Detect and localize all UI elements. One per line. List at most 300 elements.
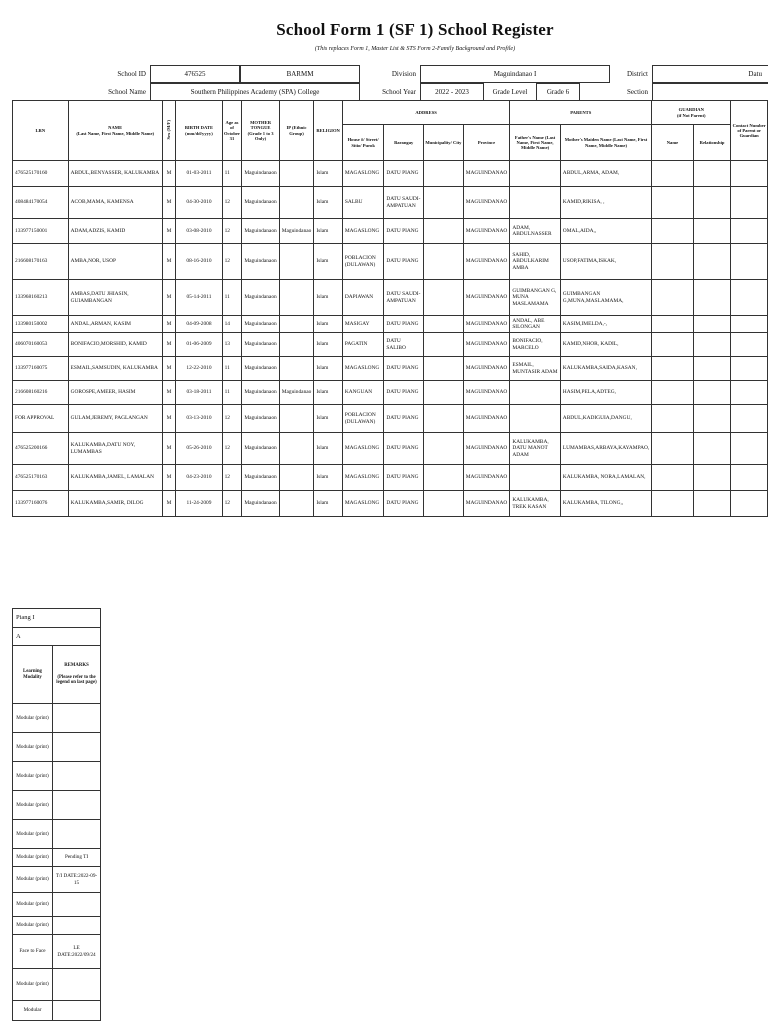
cell-lrn: 406070160053 bbox=[13, 333, 69, 357]
cell-house: MAGASLONG bbox=[342, 219, 384, 244]
remarks-row bbox=[13, 820, 101, 849]
cell-name: ABDUL,BENYASSER, KALUKAMBA bbox=[68, 161, 162, 187]
cell-guardian bbox=[693, 333, 731, 357]
cell-lrn: 476525200166 bbox=[13, 433, 69, 465]
cell-religion: Islam bbox=[314, 381, 343, 405]
cell-sex: M bbox=[162, 465, 176, 491]
cell-guardian bbox=[652, 381, 694, 405]
table-row bbox=[13, 405, 768, 433]
cell-lrn: 476525170163 bbox=[13, 465, 69, 491]
cell-name: AMBAS,DATU JHIASIN, GUIAMBANGAN bbox=[68, 280, 162, 316]
cell-guardian bbox=[652, 465, 694, 491]
cell-lrn: 216608160216 bbox=[13, 381, 69, 405]
cell-birth: 04-30-2010 bbox=[176, 187, 222, 219]
remarks-row bbox=[13, 762, 101, 791]
cell-father: BONIFACIO, MARCELO bbox=[510, 333, 560, 357]
cell-barangay: DATU PIANG bbox=[384, 316, 424, 333]
cell-barangay: DATU SALIBO bbox=[384, 333, 424, 357]
cell-guardian bbox=[652, 357, 694, 381]
cell-birth: 04-23-2010 bbox=[176, 465, 222, 491]
cell-age: 11 bbox=[222, 280, 242, 316]
col-mother: Mother's Maiden Name (Last Name, First Name, Middle Name) bbox=[560, 125, 651, 161]
cell-barangay: DATU PIANG bbox=[384, 244, 424, 280]
remark-cell: LE DATE:2022/09/24 bbox=[53, 935, 101, 969]
table-row bbox=[13, 357, 768, 381]
cell-house: MAGASLONG bbox=[342, 433, 384, 465]
cell-name: KALUKAMBA,SAMIR, DILOG bbox=[68, 491, 162, 517]
cell-father bbox=[510, 381, 560, 405]
cell-house: PAGATIN bbox=[342, 333, 384, 357]
cell-sex: M bbox=[162, 333, 176, 357]
cell-tongue: Maguindanaon bbox=[242, 381, 279, 405]
table-row bbox=[13, 465, 768, 491]
cell-father: SAHID, ABDULKARIM AMBA bbox=[510, 244, 560, 280]
cell-municipality bbox=[424, 405, 464, 433]
school-id-label: School ID bbox=[117, 70, 146, 78]
cell-province: MAGUINDANAO bbox=[463, 465, 510, 491]
col-religion: RELIGION bbox=[314, 101, 343, 161]
cell-religion: Islam bbox=[314, 219, 343, 244]
cell-guardian bbox=[652, 433, 694, 465]
remarks-row bbox=[13, 791, 101, 820]
cell-municipality bbox=[424, 465, 464, 491]
cell-name: KALUKAMBA,DATU NOY, LUMAMBAS bbox=[68, 433, 162, 465]
cell-municipality bbox=[424, 381, 464, 405]
cell-guardian bbox=[693, 316, 731, 333]
cell-religion: Islam bbox=[314, 333, 343, 357]
cell-mother: ABDUL,ARMA, ADAM, bbox=[560, 161, 651, 187]
modality-cell: Modular (print) bbox=[13, 762, 53, 791]
table-row bbox=[13, 333, 768, 357]
cell-guardian bbox=[693, 187, 731, 219]
cell-guardian bbox=[652, 316, 694, 333]
cell-barangay: DATU SAUDI-AMPATUAN bbox=[384, 187, 424, 219]
cell-age: 11 bbox=[222, 381, 242, 405]
section-label: Section bbox=[627, 88, 648, 96]
cell-birth: 12-22-2010 bbox=[176, 357, 222, 381]
cell-house: MASIGAY bbox=[342, 316, 384, 333]
cell-house: MAGASLONG bbox=[342, 357, 384, 381]
register-table bbox=[12, 100, 768, 517]
cell-tongue: Maguindanaon bbox=[242, 219, 279, 244]
cell-sex: M bbox=[162, 244, 176, 280]
cell-mother: KAMID,NHOR, KADIL, bbox=[560, 333, 651, 357]
cell-age: 12 bbox=[222, 187, 242, 219]
cell-contact bbox=[731, 219, 768, 244]
remarks-row bbox=[13, 1001, 101, 1021]
form-title: School Form 1 (SF 1) School Register bbox=[276, 20, 554, 39]
cell-mother: KAMID,RIKISA, , bbox=[560, 187, 651, 219]
cell-house: DAPIAWAN bbox=[342, 280, 384, 316]
cell-municipality bbox=[424, 161, 464, 187]
cell-sex: M bbox=[162, 381, 176, 405]
cell-municipality bbox=[424, 280, 464, 316]
remark-cell: T/I DATE:2022-09-15 bbox=[53, 867, 101, 893]
modality-header: Learning Modality bbox=[13, 646, 53, 704]
cell-province: MAGUINDANAO bbox=[463, 433, 510, 465]
table-row bbox=[13, 161, 768, 187]
cell-tongue: Maguindanaon bbox=[242, 161, 279, 187]
cell-religion: Islam bbox=[314, 280, 343, 316]
cell-father bbox=[510, 465, 560, 491]
cell-tongue: Maguindanaon bbox=[242, 465, 279, 491]
cell-religion: Islam bbox=[314, 316, 343, 333]
cell-ip bbox=[279, 280, 314, 316]
cell-sex: M bbox=[162, 316, 176, 333]
remark-cell bbox=[53, 969, 101, 1001]
cell-father bbox=[510, 187, 560, 219]
cell-ip bbox=[279, 187, 314, 219]
cell-sex: M bbox=[162, 280, 176, 316]
cell-contact bbox=[731, 280, 768, 316]
cell-tongue: Maguindanaon bbox=[242, 333, 279, 357]
cell-tongue: Maguindanaon bbox=[242, 316, 279, 333]
table-row bbox=[13, 187, 768, 219]
cell-guardian bbox=[652, 333, 694, 357]
modality-cell: Modular (print) bbox=[13, 917, 53, 935]
cell-ip bbox=[279, 405, 314, 433]
modality-cell: Modular (print) bbox=[13, 969, 53, 1001]
cell-sex: M bbox=[162, 219, 176, 244]
cell-father: GUIMBANGAN G, MUNA MASLAMAMA bbox=[510, 280, 560, 316]
modality-cell: Modular bbox=[13, 1001, 53, 1021]
modality-cell: Modular (print) bbox=[13, 791, 53, 820]
division-label: Division bbox=[391, 70, 416, 78]
col-guardian: GUARDIAN (if Not Parent) bbox=[652, 101, 731, 125]
cell-ip bbox=[279, 465, 314, 491]
cell-barangay: DATU PIANG bbox=[384, 491, 424, 517]
cell-birth: 04-09-2008 bbox=[176, 316, 222, 333]
cell-sex: M bbox=[162, 491, 176, 517]
cell-contact bbox=[731, 357, 768, 381]
modality-cell: Modular (print) bbox=[13, 733, 53, 762]
cell-guardian bbox=[652, 405, 694, 433]
cell-contact bbox=[731, 405, 768, 433]
cell-mother: LUMAMBAS,ARBAYA,KAYAMPAO, bbox=[560, 433, 651, 465]
cell-tongue: Maguindanaon bbox=[242, 433, 279, 465]
cell-house: MAGASLONG bbox=[342, 465, 384, 491]
remarks-top-2: A bbox=[13, 628, 101, 646]
grade-level-label: Grade Level bbox=[492, 88, 528, 96]
cell-name: GOROSPE,AMEER, HASIM bbox=[68, 381, 162, 405]
cell-religion: Islam bbox=[314, 357, 343, 381]
school-name-label: School Name bbox=[108, 88, 146, 96]
modality-cell: Face to Face bbox=[13, 935, 53, 969]
cell-province: MAGUINDANAO bbox=[463, 280, 510, 316]
remarks-header: REMARKS (Please refer to the legend on last page) bbox=[53, 646, 101, 704]
cell-father: ESMAIL, MUNTASIR ADAM bbox=[510, 357, 560, 381]
cell-lrn: 216608170163 bbox=[13, 244, 69, 280]
remarks-row bbox=[13, 704, 101, 733]
cell-municipality bbox=[424, 244, 464, 280]
remark-cell bbox=[53, 704, 101, 733]
section-value bbox=[652, 83, 768, 101]
cell-guardian bbox=[693, 433, 731, 465]
col-mother-tongue: MOTHER TONGUE (Grade 1 to 3 Only) bbox=[242, 101, 279, 161]
cell-name: BONIFACIO,MORSHID, KAMID bbox=[68, 333, 162, 357]
col-guardian-name: Name bbox=[652, 125, 694, 161]
cell-mother: KASIM,IMELDA,-, bbox=[560, 316, 651, 333]
table-row bbox=[13, 219, 768, 244]
cell-father bbox=[510, 405, 560, 433]
cell-province: MAGUINDANAO bbox=[463, 381, 510, 405]
cell-guardian bbox=[652, 244, 694, 280]
cell-mother: ABDUL,KADIGUIA,DANGU, bbox=[560, 405, 651, 433]
cell-guardian bbox=[652, 491, 694, 517]
remarks-row bbox=[13, 969, 101, 1001]
col-birth: BIRTH DATE (mm/dd/yyyy) bbox=[176, 101, 222, 161]
cell-mother: KALUKAMBA, TILONG,, bbox=[560, 491, 651, 517]
cell-birth: 01-06-2009 bbox=[176, 333, 222, 357]
cell-name: KALUKAMBA,JAMEL, LAMALAN bbox=[68, 465, 162, 491]
cell-guardian bbox=[693, 381, 731, 405]
modality-cell: Modular (print) bbox=[13, 849, 53, 867]
cell-ip bbox=[279, 161, 314, 187]
cell-guardian bbox=[693, 219, 731, 244]
cell-mother: USOP,FATIMA,ISKAK, bbox=[560, 244, 651, 280]
cell-tongue: Maguindanaon bbox=[242, 187, 279, 219]
cell-house: POBLACION (DULAWAN) bbox=[342, 244, 384, 280]
remark-cell: Pending TI bbox=[53, 849, 101, 867]
cell-lrn: 476525170160 bbox=[13, 161, 69, 187]
cell-guardian bbox=[693, 280, 731, 316]
cell-province: MAGUINDANAO bbox=[463, 244, 510, 280]
school-id-value: 476525 bbox=[150, 65, 240, 83]
cell-age: 12 bbox=[222, 491, 242, 517]
cell-sex: M bbox=[162, 187, 176, 219]
cell-house: POBLACION (DULAWAN) bbox=[342, 405, 384, 433]
cell-barangay: DATU PIANG bbox=[384, 405, 424, 433]
cell-lrn: 133977160076 bbox=[13, 491, 69, 517]
school-year-label: School Year bbox=[382, 88, 416, 96]
cell-province: MAGUINDANAO bbox=[463, 491, 510, 517]
cell-ip bbox=[279, 333, 314, 357]
col-sex: Sex (M/F) bbox=[162, 101, 176, 161]
school-year-value: 2022 - 2023 bbox=[420, 83, 484, 101]
cell-mother: KALUKAMBA,SAIDA,KASAN, bbox=[560, 357, 651, 381]
modality-cell: Modular (print) bbox=[13, 867, 53, 893]
cell-contact bbox=[731, 161, 768, 187]
cell-name: ANDAL,ARMAN, KASIM bbox=[68, 316, 162, 333]
cell-guardian bbox=[693, 465, 731, 491]
cell-lrn: 133977150001 bbox=[13, 219, 69, 244]
cell-house: MAGASLONG bbox=[342, 491, 384, 517]
cell-province: MAGUINDANAO bbox=[463, 357, 510, 381]
col-father: Father's Name (Last Name, First Name, Middle Name) bbox=[510, 125, 560, 161]
cell-ip bbox=[279, 244, 314, 280]
remark-cell bbox=[53, 917, 101, 935]
cell-age: 12 bbox=[222, 219, 242, 244]
col-address: ADDRESS bbox=[342, 101, 509, 125]
cell-guardian bbox=[693, 244, 731, 280]
cell-tongue: Maguindanaon bbox=[242, 491, 279, 517]
remarks-row bbox=[13, 893, 101, 917]
cell-lrn: FOR APPROVAL bbox=[13, 405, 69, 433]
cell-lrn: 133977160075 bbox=[13, 357, 69, 381]
modality-cell: Modular (print) bbox=[13, 820, 53, 849]
cell-municipality bbox=[424, 219, 464, 244]
cell-barangay: DATU PIANG bbox=[384, 381, 424, 405]
col-age: Age as of October 31 bbox=[222, 101, 242, 161]
cell-barangay: DATU SAUDI-AMPATUAN bbox=[384, 280, 424, 316]
modality-cell: Modular (print) bbox=[13, 893, 53, 917]
form-subtitle: (This replaces Form 1, Master List & STS Form 2-Family Background and Profile) bbox=[314, 46, 516, 52]
cell-age: 14 bbox=[222, 316, 242, 333]
cell-age: 12 bbox=[222, 465, 242, 491]
cell-province: MAGUINDANAO bbox=[463, 316, 510, 333]
cell-father: ANDAL, ABE SILONGAN bbox=[510, 316, 560, 333]
cell-guardian bbox=[693, 405, 731, 433]
cell-barangay: DATU PIANG bbox=[384, 465, 424, 491]
cell-age: 11 bbox=[222, 357, 242, 381]
cell-barangay: DATU PIANG bbox=[384, 219, 424, 244]
cell-ip: Maguindanao bbox=[279, 381, 314, 405]
district-label: District bbox=[627, 70, 648, 78]
cell-sex: M bbox=[162, 433, 176, 465]
remark-cell bbox=[53, 762, 101, 791]
cell-name: ESMAIL,SAMSUDIN, KALUKAMBA bbox=[68, 357, 162, 381]
cell-municipality bbox=[424, 491, 464, 517]
cell-religion: Islam bbox=[314, 433, 343, 465]
cell-municipality bbox=[424, 357, 464, 381]
cell-lrn: 133968160213 bbox=[13, 280, 69, 316]
cell-father: KALUKAMBA, TREK KASAN bbox=[510, 491, 560, 517]
cell-province: MAGUINDANAO bbox=[463, 187, 510, 219]
cell-ip: Maguindanao bbox=[279, 219, 314, 244]
cell-guardian bbox=[693, 357, 731, 381]
cell-ip bbox=[279, 357, 314, 381]
cell-religion: Islam bbox=[314, 244, 343, 280]
cell-age: 12 bbox=[222, 433, 242, 465]
cell-municipality bbox=[424, 433, 464, 465]
col-contact: Contact Number of Parent or Guardian bbox=[731, 101, 768, 161]
col-guardian-relationship: Relationship bbox=[693, 125, 731, 161]
col-ip: IP (Ethnic Group) bbox=[279, 101, 314, 161]
remark-cell bbox=[53, 820, 101, 849]
cell-house: MAGASLONG bbox=[342, 161, 384, 187]
cell-birth: 01-03-2011 bbox=[176, 161, 222, 187]
cell-house: KANGUAN bbox=[342, 381, 384, 405]
cell-lrn: 133980150002 bbox=[13, 316, 69, 333]
cell-tongue: Maguindanaon bbox=[242, 280, 279, 316]
cell-age: 12 bbox=[222, 244, 242, 280]
cell-birth: 11-24-2009 bbox=[176, 491, 222, 517]
district-value: Datu bbox=[652, 65, 768, 83]
cell-age: 12 bbox=[222, 405, 242, 433]
cell-province: MAGUINDANAO bbox=[463, 219, 510, 244]
cell-religion: Islam bbox=[314, 161, 343, 187]
col-house: House #/ Street/ Sitio/ Purok bbox=[342, 125, 384, 161]
cell-contact bbox=[731, 381, 768, 405]
cell-father: ADAM, ABDULNASSER bbox=[510, 219, 560, 244]
cell-religion: Islam bbox=[314, 405, 343, 433]
col-barangay: Barangay bbox=[384, 125, 424, 161]
cell-guardian bbox=[652, 187, 694, 219]
cell-birth: 05-26-2010 bbox=[176, 433, 222, 465]
cell-guardian bbox=[652, 219, 694, 244]
remark-cell bbox=[53, 1001, 101, 1021]
cell-tongue: Maguindanaon bbox=[242, 244, 279, 280]
cell-name: AMBA,NOR, USOP bbox=[68, 244, 162, 280]
remarks-row bbox=[13, 849, 101, 867]
cell-sex: M bbox=[162, 161, 176, 187]
remark-cell bbox=[53, 733, 101, 762]
cell-sex: M bbox=[162, 405, 176, 433]
school-name-value: Southern Philippines Academy (SPA) College bbox=[150, 83, 360, 101]
cell-province: MAGUINDANAO bbox=[463, 161, 510, 187]
cell-contact bbox=[731, 491, 768, 517]
table-row bbox=[13, 381, 768, 405]
cell-guardian bbox=[652, 280, 694, 316]
table-row bbox=[13, 491, 768, 517]
cell-birth: 08-16-2010 bbox=[176, 244, 222, 280]
cell-contact bbox=[731, 465, 768, 491]
cell-ip bbox=[279, 433, 314, 465]
division-value: Maguindanao I bbox=[420, 65, 610, 83]
cell-municipality bbox=[424, 333, 464, 357]
cell-guardian bbox=[693, 491, 731, 517]
col-municipality: Municipality/ City bbox=[424, 125, 464, 161]
cell-contact bbox=[731, 244, 768, 280]
cell-birth: 03-08-2010 bbox=[176, 219, 222, 244]
cell-guardian bbox=[652, 161, 694, 187]
col-name: NAME (Last Name, First Name, Middle Name) bbox=[68, 101, 162, 161]
cell-house: SALBU bbox=[342, 187, 384, 219]
cell-tongue: Maguindanaon bbox=[242, 405, 279, 433]
cell-contact bbox=[731, 433, 768, 465]
region-value: BARMM bbox=[240, 65, 360, 83]
col-lrn: LRN bbox=[13, 101, 69, 161]
cell-province: MAGUINDANAO bbox=[463, 405, 510, 433]
cell-mother: OMAL,AIDA,, bbox=[560, 219, 651, 244]
cell-birth: 05-14-2011 bbox=[176, 280, 222, 316]
cell-barangay: DATU PIANG bbox=[384, 357, 424, 381]
cell-lrn: 408484170054 bbox=[13, 187, 69, 219]
cell-age: 11 bbox=[222, 161, 242, 187]
remarks-row bbox=[13, 733, 101, 762]
cell-sex: M bbox=[162, 357, 176, 381]
remarks-row bbox=[13, 867, 101, 893]
cell-mother: HASIM,PELA,ADTEG, bbox=[560, 381, 651, 405]
table-row bbox=[13, 244, 768, 280]
cell-guardian bbox=[693, 161, 731, 187]
cell-name: GULAM,JEREMY, PAGLANGAN bbox=[68, 405, 162, 433]
cell-name: ACOB,MAMA, KAMENSA bbox=[68, 187, 162, 219]
col-province: Province bbox=[463, 125, 510, 161]
cell-name: ADAM,ADZIS, KAMID bbox=[68, 219, 162, 244]
cell-contact bbox=[731, 333, 768, 357]
remarks-row bbox=[13, 935, 101, 969]
cell-age: 13 bbox=[222, 333, 242, 357]
cell-tongue: Maguindanaon bbox=[242, 357, 279, 381]
remarks-table bbox=[12, 608, 101, 1021]
remarks-row bbox=[13, 917, 101, 935]
remarks-top-1: Piang I bbox=[13, 609, 101, 628]
cell-barangay: DATU PIANG bbox=[384, 433, 424, 465]
cell-barangay: DATU PIANG bbox=[384, 161, 424, 187]
table-row bbox=[13, 316, 768, 333]
col-parents: PARENTS bbox=[510, 101, 652, 125]
table-row bbox=[13, 280, 768, 316]
remark-cell bbox=[53, 791, 101, 820]
modality-cell: Modular (print) bbox=[13, 704, 53, 733]
cell-ip bbox=[279, 316, 314, 333]
cell-religion: Islam bbox=[314, 491, 343, 517]
cell-father: KALUKAMBA, DATU MANOT ADAM bbox=[510, 433, 560, 465]
cell-municipality bbox=[424, 187, 464, 219]
cell-religion: Islam bbox=[314, 465, 343, 491]
cell-mother: KALUKAMBA, NORA,LAMALAN, bbox=[560, 465, 651, 491]
